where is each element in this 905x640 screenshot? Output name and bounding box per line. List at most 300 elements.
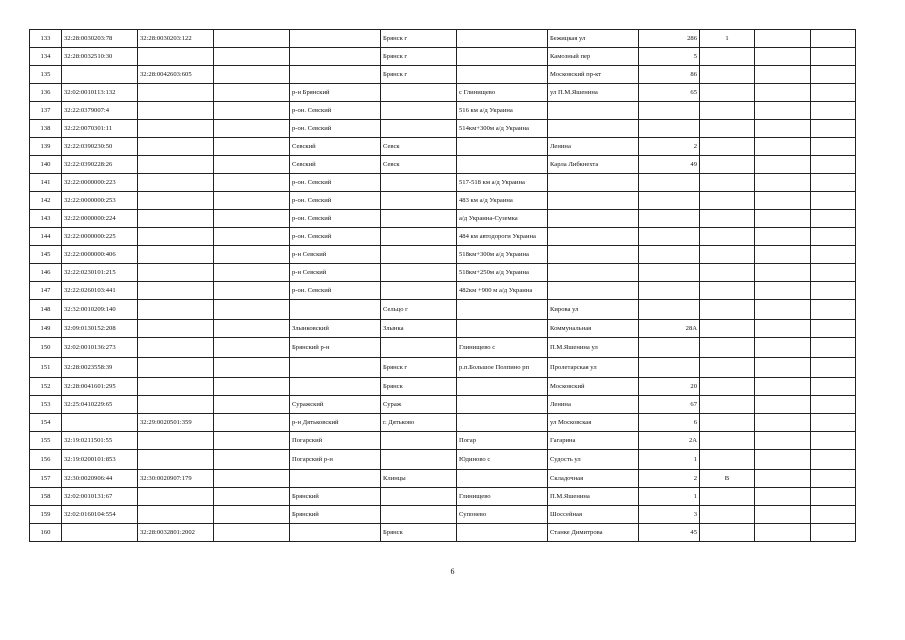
blank-cell bbox=[214, 524, 290, 542]
table-row bbox=[30, 84, 856, 102]
street-cell bbox=[548, 192, 639, 210]
house-cell bbox=[639, 246, 700, 264]
street-cell: Бежицкая ул bbox=[548, 30, 639, 48]
blank-cell-2 bbox=[811, 282, 856, 300]
building-cell bbox=[700, 84, 755, 102]
city-cell bbox=[381, 338, 457, 358]
settlement-cell: Супонево bbox=[457, 506, 548, 524]
district-cell: р-он. Севский bbox=[290, 120, 381, 138]
row-number-cell: 137 bbox=[30, 102, 62, 120]
settlement-cell: 518км+250м а/д Украина bbox=[457, 264, 548, 282]
district-cell bbox=[290, 300, 381, 320]
street-cell bbox=[548, 174, 639, 192]
blank-cell bbox=[214, 30, 290, 48]
district-cell: Погарский р-н bbox=[290, 450, 381, 470]
cadastral-number-2-cell bbox=[138, 174, 214, 192]
cadastral-number-2-cell: 32:30:0020907:179 bbox=[138, 470, 214, 488]
blank-cell-2 bbox=[811, 320, 856, 338]
cadastral-number-cell bbox=[62, 66, 138, 84]
blank-cell-2 bbox=[811, 300, 856, 320]
cadastral-number-cell: 32:22:0260103:441 bbox=[62, 282, 138, 300]
building-cell bbox=[700, 228, 755, 246]
blank-cell bbox=[214, 358, 290, 378]
row-number-cell: 148 bbox=[30, 300, 62, 320]
district-cell: Брянский bbox=[290, 488, 381, 506]
table-row bbox=[30, 506, 856, 524]
district-cell: Злынковский bbox=[290, 320, 381, 338]
blank-cell bbox=[214, 102, 290, 120]
street-cell: Камозный пер bbox=[548, 48, 639, 66]
cadastral-number-2-cell bbox=[138, 432, 214, 450]
district-cell: р-он. Севский bbox=[290, 282, 381, 300]
building-cell bbox=[700, 138, 755, 156]
row-number-cell: 142 bbox=[30, 192, 62, 210]
city-cell bbox=[381, 450, 457, 470]
street-cell bbox=[548, 246, 639, 264]
street-cell: ул П.М.Яшенина bbox=[548, 84, 639, 102]
settlement-cell: 482км +900 м а/д Украина bbox=[457, 282, 548, 300]
cadastral-number-cell bbox=[62, 414, 138, 432]
house-cell: 86 bbox=[639, 66, 700, 84]
settlement-cell: 514км+300м а/д Украина bbox=[457, 120, 548, 138]
cadastral-number-cell: 32:02:0160104:554 bbox=[62, 506, 138, 524]
blank-cell bbox=[214, 414, 290, 432]
row-number-cell: 140 bbox=[30, 156, 62, 174]
settlement-cell bbox=[457, 396, 548, 414]
blank-cell bbox=[214, 378, 290, 396]
row-number-cell: 158 bbox=[30, 488, 62, 506]
settlement-cell bbox=[457, 378, 548, 396]
house-cell: 20 bbox=[639, 378, 700, 396]
blank-cell-2 bbox=[811, 414, 856, 432]
cadastral-number-cell: 32:02:0010131:67 bbox=[62, 488, 138, 506]
table-row bbox=[30, 66, 856, 84]
table-row bbox=[30, 470, 856, 488]
settlement-cell bbox=[457, 48, 548, 66]
building-cell bbox=[700, 48, 755, 66]
table-row bbox=[30, 174, 856, 192]
building-cell bbox=[700, 264, 755, 282]
house-cell: 45 bbox=[639, 524, 700, 542]
building-cell bbox=[700, 414, 755, 432]
table-row bbox=[30, 192, 856, 210]
blank-cell-2 bbox=[811, 174, 856, 192]
row-number-cell: 141 bbox=[30, 174, 62, 192]
building-cell: В bbox=[700, 470, 755, 488]
table-row bbox=[30, 282, 856, 300]
settlement-cell: 518км+300м а/д Украина bbox=[457, 246, 548, 264]
street-cell: П.М.Яшенина ул bbox=[548, 338, 639, 358]
district-cell bbox=[290, 524, 381, 542]
blank-cell bbox=[214, 120, 290, 138]
street-cell: ул Московская bbox=[548, 414, 639, 432]
blank-cell bbox=[214, 174, 290, 192]
row-number-cell: 152 bbox=[30, 378, 62, 396]
building-cell bbox=[700, 66, 755, 84]
district-cell: р-он. Севский bbox=[290, 174, 381, 192]
extra-cell bbox=[755, 432, 811, 450]
house-cell bbox=[639, 338, 700, 358]
blank-cell bbox=[214, 470, 290, 488]
cadastral-number-2-cell: 32:28:0030203:122 bbox=[138, 30, 214, 48]
table-row bbox=[30, 102, 856, 120]
settlement-cell: Юдиново с bbox=[457, 450, 548, 470]
row-number-cell: 144 bbox=[30, 228, 62, 246]
cadastral-number-2-cell bbox=[138, 488, 214, 506]
table-row bbox=[30, 524, 856, 542]
house-cell: 2А bbox=[639, 432, 700, 450]
building-cell bbox=[700, 120, 755, 138]
settlement-cell bbox=[457, 414, 548, 432]
district-cell bbox=[290, 358, 381, 378]
cadastral-number-2-cell bbox=[138, 320, 214, 338]
street-cell: Московский bbox=[548, 378, 639, 396]
extra-cell bbox=[755, 30, 811, 48]
blank-cell-2 bbox=[811, 488, 856, 506]
building-cell bbox=[700, 192, 755, 210]
table-row bbox=[30, 228, 856, 246]
table-row bbox=[30, 48, 856, 66]
street-cell: Карла Либкнехта bbox=[548, 156, 639, 174]
street-cell: Ленина bbox=[548, 396, 639, 414]
blank-cell-2 bbox=[811, 228, 856, 246]
street-cell: Коммунальная bbox=[548, 320, 639, 338]
house-cell: 49 bbox=[639, 156, 700, 174]
house-cell: 6 bbox=[639, 414, 700, 432]
city-cell: г. Дятьково bbox=[381, 414, 457, 432]
cadastral-number-cell: 32:28:0032510:30 bbox=[62, 48, 138, 66]
row-number-cell: 156 bbox=[30, 450, 62, 470]
street-cell bbox=[548, 102, 639, 120]
district-cell: р-он. Севский bbox=[290, 228, 381, 246]
district-cell: р-н Севский bbox=[290, 246, 381, 264]
street-cell: Судость ул bbox=[548, 450, 639, 470]
settlement-cell bbox=[457, 300, 548, 320]
extra-cell bbox=[755, 264, 811, 282]
extra-cell bbox=[755, 120, 811, 138]
blank-cell bbox=[214, 282, 290, 300]
page-number: 6 bbox=[450, 567, 455, 576]
cadastral-number-2-cell bbox=[138, 358, 214, 378]
blank-cell-2 bbox=[811, 84, 856, 102]
blank-cell-2 bbox=[811, 396, 856, 414]
row-number-cell: 138 bbox=[30, 120, 62, 138]
extra-cell bbox=[755, 358, 811, 378]
house-cell: 5 bbox=[639, 48, 700, 66]
blank-cell-2 bbox=[811, 120, 856, 138]
district-cell bbox=[290, 378, 381, 396]
blank-cell bbox=[214, 192, 290, 210]
district-cell: Севский bbox=[290, 138, 381, 156]
row-number-cell: 133 bbox=[30, 30, 62, 48]
street-cell: Кирова ул bbox=[548, 300, 639, 320]
settlement-cell: с Глинищево bbox=[457, 84, 548, 102]
extra-cell bbox=[755, 506, 811, 524]
table-row bbox=[30, 358, 856, 378]
settlement-cell: 483 км а/д Украина bbox=[457, 192, 548, 210]
house-cell bbox=[639, 174, 700, 192]
building-cell bbox=[700, 378, 755, 396]
street-cell: Ленина bbox=[548, 138, 639, 156]
house-cell: 2 bbox=[639, 470, 700, 488]
settlement-cell: Глинищево с bbox=[457, 338, 548, 358]
table-row bbox=[30, 432, 856, 450]
blank-cell bbox=[214, 66, 290, 84]
street-cell: Складочная bbox=[548, 470, 639, 488]
blank-cell-2 bbox=[811, 102, 856, 120]
cadastral-number-2-cell bbox=[138, 338, 214, 358]
house-cell bbox=[639, 358, 700, 378]
cadastral-number-2-cell: 32:28:0032801:2002 bbox=[138, 524, 214, 542]
settlement-cell bbox=[457, 320, 548, 338]
blank-cell bbox=[214, 264, 290, 282]
blank-cell-2 bbox=[811, 338, 856, 358]
extra-cell bbox=[755, 396, 811, 414]
row-number-cell: 136 bbox=[30, 84, 62, 102]
district-cell: р-он. Севский bbox=[290, 210, 381, 228]
building-cell bbox=[700, 282, 755, 300]
table-body bbox=[30, 30, 856, 542]
blank-cell bbox=[214, 138, 290, 156]
building-cell bbox=[700, 432, 755, 450]
house-cell: 1 bbox=[639, 488, 700, 506]
city-cell bbox=[381, 488, 457, 506]
cadastral-number-2-cell bbox=[138, 156, 214, 174]
cadastral-number-cell: 32:02:0010136:273 bbox=[62, 338, 138, 358]
cadastral-number-cell: 32:02:0010113:132 bbox=[62, 84, 138, 102]
building-cell bbox=[700, 102, 755, 120]
blank-cell bbox=[214, 84, 290, 102]
street-cell bbox=[548, 228, 639, 246]
city-cell bbox=[381, 432, 457, 450]
settlement-cell bbox=[457, 470, 548, 488]
blank-cell-2 bbox=[811, 210, 856, 228]
district-cell: р-н Севский bbox=[290, 264, 381, 282]
cadastral-number-cell: 32:22:0000000:225 bbox=[62, 228, 138, 246]
city-cell: Брянск г bbox=[381, 358, 457, 378]
cadastral-number-cell: 32:30:0020906:44 bbox=[62, 470, 138, 488]
house-cell: 28А bbox=[639, 320, 700, 338]
row-number-cell: 155 bbox=[30, 432, 62, 450]
building-cell bbox=[700, 358, 755, 378]
cadastral-number-cell: 32:22:0000000:224 bbox=[62, 210, 138, 228]
cadastral-number-2-cell bbox=[138, 102, 214, 120]
city-cell: Злынка bbox=[381, 320, 457, 338]
cadastral-number-cell: 32:22:0000000:406 bbox=[62, 246, 138, 264]
row-number-cell: 143 bbox=[30, 210, 62, 228]
city-cell: Севск bbox=[381, 156, 457, 174]
blank-cell bbox=[214, 506, 290, 524]
cadastral-number-cell: 32:22:0390230:50 bbox=[62, 138, 138, 156]
extra-cell bbox=[755, 228, 811, 246]
settlement-cell: 484 км автодороги Украина bbox=[457, 228, 548, 246]
building-cell bbox=[700, 174, 755, 192]
cadastral-number-2-cell bbox=[138, 84, 214, 102]
blank-cell-2 bbox=[811, 156, 856, 174]
row-number-cell: 159 bbox=[30, 506, 62, 524]
extra-cell bbox=[755, 246, 811, 264]
cadastral-number-cell: 32:28:0041601:295 bbox=[62, 378, 138, 396]
extra-cell bbox=[755, 102, 811, 120]
blank-cell-2 bbox=[811, 138, 856, 156]
extra-cell bbox=[755, 66, 811, 84]
house-cell: 1 bbox=[639, 450, 700, 470]
district-cell bbox=[290, 470, 381, 488]
row-number-cell: 146 bbox=[30, 264, 62, 282]
cadastral-number-2-cell bbox=[138, 396, 214, 414]
settlement-cell: Погар bbox=[457, 432, 548, 450]
city-cell bbox=[381, 282, 457, 300]
settlement-cell: Глинищево bbox=[457, 488, 548, 506]
city-cell: Клинцы bbox=[381, 470, 457, 488]
street-cell: Станке Димитрова bbox=[548, 524, 639, 542]
house-cell bbox=[639, 300, 700, 320]
registry-table bbox=[29, 29, 856, 542]
street-cell bbox=[548, 210, 639, 228]
extra-cell bbox=[755, 300, 811, 320]
cadastral-number-cell: 32:22:0379007:4 bbox=[62, 102, 138, 120]
extra-cell bbox=[755, 138, 811, 156]
building-cell bbox=[700, 246, 755, 264]
house-cell bbox=[639, 264, 700, 282]
row-number-cell: 157 bbox=[30, 470, 62, 488]
house-cell bbox=[639, 210, 700, 228]
settlement-cell bbox=[457, 156, 548, 174]
table-row bbox=[30, 264, 856, 282]
building-cell bbox=[700, 156, 755, 174]
city-cell bbox=[381, 210, 457, 228]
house-cell: 65 bbox=[639, 84, 700, 102]
table-row bbox=[30, 450, 856, 470]
extra-cell bbox=[755, 450, 811, 470]
street-cell bbox=[548, 264, 639, 282]
extra-cell bbox=[755, 524, 811, 542]
street-cell: Шоссейная bbox=[548, 506, 639, 524]
house-cell bbox=[639, 102, 700, 120]
blank-cell bbox=[214, 320, 290, 338]
blank-cell-2 bbox=[811, 432, 856, 450]
cadastral-number-cell: 32:28:0023558:39 bbox=[62, 358, 138, 378]
city-cell: Брянск bbox=[381, 524, 457, 542]
blank-cell bbox=[214, 48, 290, 66]
settlement-cell bbox=[457, 524, 548, 542]
extra-cell bbox=[755, 414, 811, 432]
cadastral-number-cell: 32:28:0030203:78 bbox=[62, 30, 138, 48]
cadastral-number-cell: 32:22:0000000:223 bbox=[62, 174, 138, 192]
settlement-cell: р.п.Большое Полпино рп bbox=[457, 358, 548, 378]
blank-cell bbox=[214, 488, 290, 506]
cadastral-number-2-cell bbox=[138, 138, 214, 156]
blank-cell bbox=[214, 450, 290, 470]
row-number-cell: 151 bbox=[30, 358, 62, 378]
city-cell: Сельцо г bbox=[381, 300, 457, 320]
table-row bbox=[30, 156, 856, 174]
cadastral-number-2-cell: 32:28:0042603:605 bbox=[138, 66, 214, 84]
district-cell: р-он. Севский bbox=[290, 102, 381, 120]
cadastral-number-2-cell bbox=[138, 378, 214, 396]
cadastral-number-cell: 32:19:0200101:853 bbox=[62, 450, 138, 470]
house-cell bbox=[639, 120, 700, 138]
district-cell: р-н Дятьковский bbox=[290, 414, 381, 432]
settlement-cell: 517-518 км а/д Украина bbox=[457, 174, 548, 192]
house-cell: 286 bbox=[639, 30, 700, 48]
blank-cell bbox=[214, 396, 290, 414]
table-row bbox=[30, 414, 856, 432]
city-cell bbox=[381, 174, 457, 192]
city-cell bbox=[381, 246, 457, 264]
cadastral-number-cell: 32:32:0010209:140 bbox=[62, 300, 138, 320]
blank-cell bbox=[214, 246, 290, 264]
table-row bbox=[30, 246, 856, 264]
house-cell bbox=[639, 228, 700, 246]
extra-cell bbox=[755, 156, 811, 174]
district-cell: р-н Брянский bbox=[290, 84, 381, 102]
settlement-cell: 516 км а/д Украина bbox=[457, 102, 548, 120]
district-cell: Брянский р-н bbox=[290, 338, 381, 358]
district-cell: Брянский bbox=[290, 506, 381, 524]
street-cell: Гагарина bbox=[548, 432, 639, 450]
table-row bbox=[30, 338, 856, 358]
city-cell bbox=[381, 120, 457, 138]
blank-cell bbox=[214, 210, 290, 228]
district-cell: Севский bbox=[290, 156, 381, 174]
extra-cell bbox=[755, 174, 811, 192]
blank-cell bbox=[214, 338, 290, 358]
extra-cell bbox=[755, 48, 811, 66]
table-row bbox=[30, 396, 856, 414]
city-cell: Брянск г bbox=[381, 66, 457, 84]
cadastral-number-2-cell bbox=[138, 264, 214, 282]
settlement-cell bbox=[457, 66, 548, 84]
extra-cell bbox=[755, 470, 811, 488]
cadastral-number-2-cell bbox=[138, 192, 214, 210]
city-cell bbox=[381, 102, 457, 120]
cadastral-number-2-cell bbox=[138, 450, 214, 470]
blank-cell bbox=[214, 228, 290, 246]
city-cell bbox=[381, 264, 457, 282]
settlement-cell: а/д Украина-Суземка bbox=[457, 210, 548, 228]
city-cell bbox=[381, 506, 457, 524]
blank-cell-2 bbox=[811, 358, 856, 378]
district-cell bbox=[290, 30, 381, 48]
cadastral-number-2-cell bbox=[138, 300, 214, 320]
extra-cell bbox=[755, 488, 811, 506]
cadastral-number-2-cell bbox=[138, 506, 214, 524]
extra-cell bbox=[755, 338, 811, 358]
extra-cell bbox=[755, 320, 811, 338]
city-cell: Брянск г bbox=[381, 30, 457, 48]
district-cell: Суражский bbox=[290, 396, 381, 414]
district-cell bbox=[290, 66, 381, 84]
blank-cell-2 bbox=[811, 192, 856, 210]
cadastral-number-cell: 32:19:0211501:55 bbox=[62, 432, 138, 450]
table-row bbox=[30, 378, 856, 396]
building-cell bbox=[700, 210, 755, 228]
building-cell bbox=[700, 524, 755, 542]
row-number-cell: 154 bbox=[30, 414, 62, 432]
settlement-cell bbox=[457, 30, 548, 48]
blank-cell-2 bbox=[811, 524, 856, 542]
city-cell: Брянск bbox=[381, 378, 457, 396]
district-cell: Погарский bbox=[290, 432, 381, 450]
extra-cell bbox=[755, 378, 811, 396]
cadastral-number-cell: 32:22:0070301:11 bbox=[62, 120, 138, 138]
building-cell: 1 bbox=[700, 30, 755, 48]
building-cell bbox=[700, 300, 755, 320]
district-cell: р-он. Севский bbox=[290, 192, 381, 210]
table-row bbox=[30, 120, 856, 138]
cadastral-number-cell: 32:22:0230101:215 bbox=[62, 264, 138, 282]
